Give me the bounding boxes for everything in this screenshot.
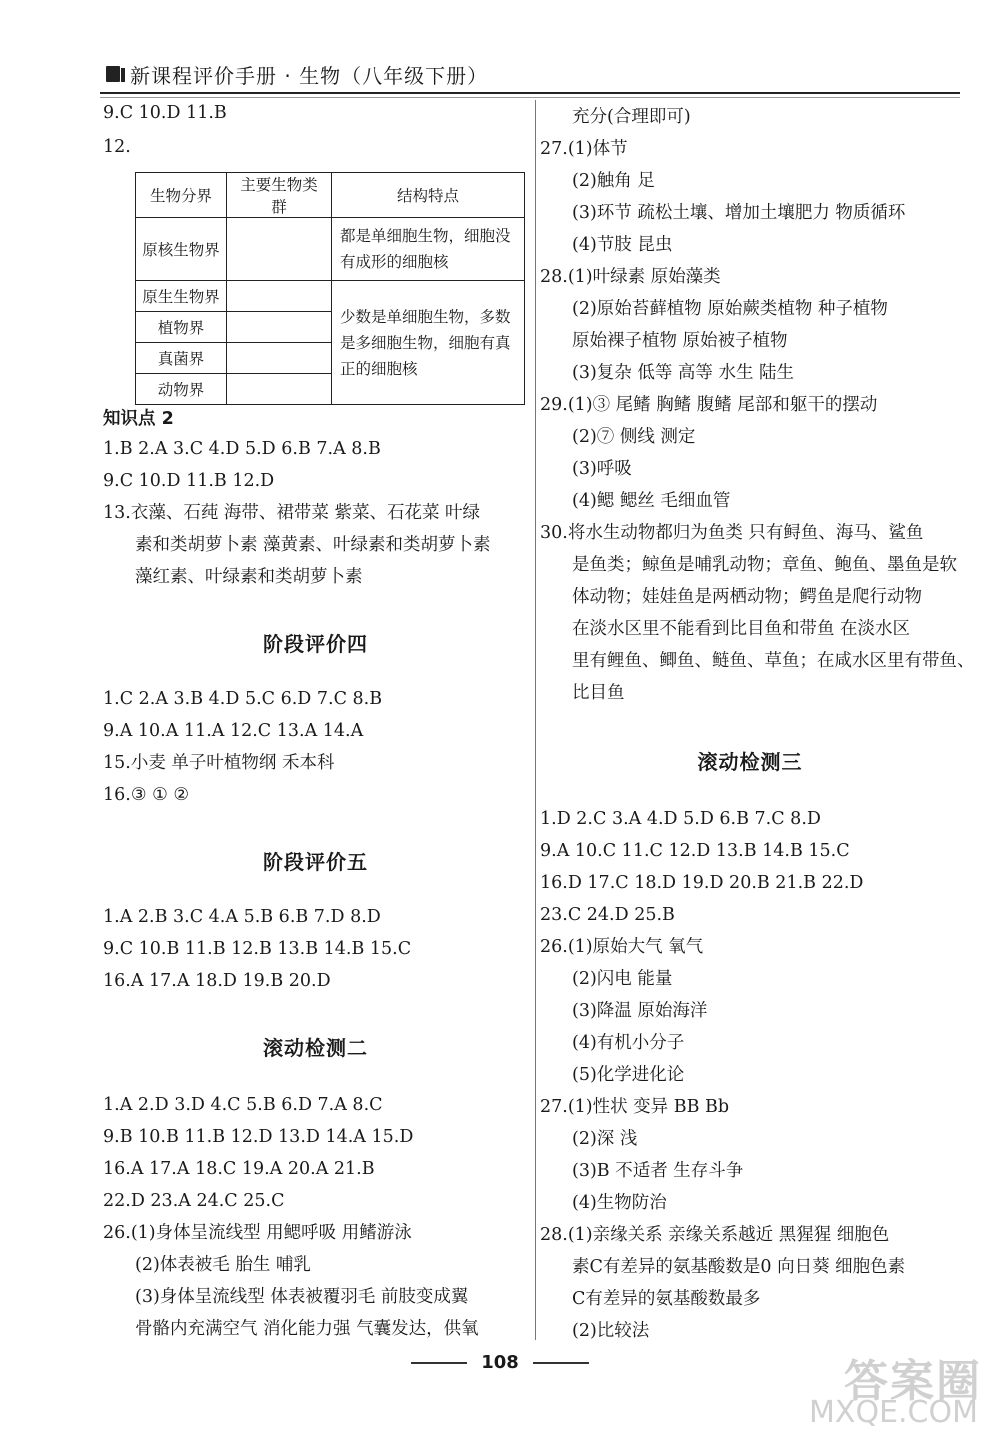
- answer-line: (2)原始苔藓植物 原始蕨类植物 种子植物: [572, 299, 888, 319]
- answer-line: 素C有差异的氨基酸数是0 向日葵 细胞色素: [572, 1257, 906, 1277]
- page-header: [100, 58, 960, 94]
- answer-line: 9.A 10.A 11.A 12.C 13.A 14.A: [103, 721, 364, 741]
- answer-line: 9.C 10.D 11.B 12.D: [103, 471, 275, 491]
- answer-line: (3)降温 原始海洋: [572, 1001, 708, 1021]
- answer-line: 28.(1)叶绿素 原始藻类: [540, 267, 721, 287]
- table-row: [136, 173, 525, 218]
- answer-line: C有差异的氨基酸数最多: [572, 1289, 761, 1309]
- answer-line: 9.C 10.D 11.B: [103, 103, 227, 123]
- answer-line: 原始裸子植物 原始被子植物: [572, 331, 788, 351]
- answer-line: (2)⑦ 侧线 测定: [572, 427, 696, 447]
- table-cell: 少数是单细胞生物，多数是多细胞生物，细胞有真正的细胞核: [332, 281, 525, 405]
- answer-line: 30.将水生动物都归为鱼类 只有鲟鱼、海马、鲨鱼: [540, 523, 924, 543]
- answer-line: 16.A 17.A 18.D 19.B 20.D: [103, 971, 331, 991]
- table-cell: [227, 218, 332, 281]
- answer-line: 27.(1)性状 变异 BB Bb: [540, 1097, 730, 1117]
- answer-line: 里有鲤鱼、鲫鱼、鲢鱼、草鱼；在咸水区里有带鱼、: [572, 651, 975, 671]
- book-icon: [106, 66, 120, 82]
- answer-line: 1.A 2.D 3.D 4.C 5.B 6.D 7.A 8.C: [103, 1095, 383, 1115]
- question-number: 12.: [103, 137, 131, 157]
- table-cell: 植物界: [136, 312, 227, 343]
- table-header-cell: 结构特点: [332, 173, 525, 218]
- answer-line: 27.(1)体节: [540, 139, 628, 159]
- answer-line: 9.A 10.C 11.C 12.D 13.B 14.B 15.C: [540, 841, 850, 861]
- answer-line: 13.衣藻、石莼 海带、裙带菜 紫菜、石花菜 叶绿: [103, 503, 481, 523]
- answer-line: (2)深 浅: [572, 1129, 638, 1149]
- table-cell: [227, 343, 332, 374]
- answer-line: (2)触角 足: [572, 171, 655, 191]
- answer-line: (4)生物防治: [572, 1193, 667, 1213]
- answer-line: 1.A 2.B 3.C 4.A 5.B 6.B 7.D 8.D: [103, 907, 381, 927]
- watermark-url: MXQE.COM: [809, 1395, 978, 1430]
- section-heading: 滚动检测三: [697, 750, 803, 774]
- answer-line: 28.(1)亲缘关系 亲缘关系越近 黑猩猩 细胞色: [540, 1225, 890, 1245]
- answer-line: 23.C 24.D 25.B: [540, 905, 675, 925]
- answer-line: 16.③ ① ②: [103, 785, 190, 805]
- answer-line: 充分(合理即可): [572, 107, 691, 127]
- answer-line: 骨骼内充满空气 消化能力强 气囊发达，供氧: [135, 1319, 479, 1339]
- header-title: 新课程评价手册 · 生物（八年级下册）: [130, 64, 489, 88]
- answer-line: 15.小麦 单子叶植物纲 禾本科: [103, 753, 335, 773]
- table-cell: 原生生物界: [136, 281, 227, 312]
- answer-line: 26.(1)原始大气 氧气: [540, 937, 704, 957]
- column-divider: [535, 100, 536, 1340]
- table-cell: 都是单细胞生物，细胞没有成形的细胞核: [332, 218, 525, 281]
- section-heading: 阶段评价四: [263, 632, 368, 656]
- answer-line: 1.D 2.C 3.A 4.D 5.D 6.B 7.C 8.D: [540, 809, 821, 829]
- answer-line: 是鱼类；鲸鱼是哺乳动物；章鱼、鲍鱼、墨鱼是软: [572, 555, 957, 575]
- table-cell: 动物界: [136, 374, 227, 405]
- table-cell: [227, 312, 332, 343]
- answer-line: 1.B 2.A 3.C 4.D 5.D 6.B 7.A 8.B: [103, 439, 381, 459]
- answer-line: 在淡水区里不能看到比目鱼和带鱼 在淡水区: [572, 619, 911, 639]
- table-row: [136, 281, 525, 312]
- answer-line: (3)B 不适者 生存斗争: [572, 1161, 744, 1181]
- answer-line: (4)节肢 昆虫: [572, 235, 673, 255]
- answer-line: 1.C 2.A 3.B 4.D 5.C 6.D 7.C 8.B: [103, 689, 383, 709]
- section-heading: 滚动检测二: [263, 1036, 368, 1060]
- answer-line: (2)比较法: [572, 1321, 650, 1341]
- answer-line: 比目鱼: [572, 683, 625, 703]
- table-cell: 真菌界: [136, 343, 227, 374]
- table-row: [136, 218, 525, 281]
- answer-line: (5)化学进化论: [572, 1065, 685, 1085]
- table-cell: 原核生物界: [136, 218, 227, 281]
- table-cell: [227, 374, 332, 405]
- answer-line: 9.C 10.B 11.B 12.B 13.B 14.B 15.C: [103, 939, 412, 959]
- answer-line: (2)体表被毛 胎生 哺乳: [135, 1255, 311, 1275]
- answer-line: (3)身体呈流线型 体表被覆羽毛 前肢变成翼: [135, 1287, 469, 1307]
- answer-line: 29.(1)③ 尾鳍 胸鳍 腹鳍 尾部和躯干的摆动: [540, 395, 878, 415]
- table-header-cell: 主要生物类群: [227, 173, 332, 218]
- answer-line: (4)有机小分子: [572, 1033, 685, 1053]
- footer-ornament-right: [533, 1362, 589, 1364]
- answer-line: 16.D 17.C 18.D 19.D 20.B 21.B 22.D: [540, 873, 864, 893]
- answer-line: (2)闪电 能量: [572, 969, 673, 989]
- answer-line: 藻红素、叶绿素和类胡萝卜素: [135, 567, 363, 587]
- table-cell: [227, 281, 332, 312]
- footer-ornament-left: [411, 1362, 467, 1364]
- answer-line: (3)呼吸: [572, 459, 632, 479]
- watermark-logo: 答案圈: [844, 1356, 982, 1407]
- section-heading: 阶段评价五: [263, 850, 368, 874]
- section-subheading: 知识点 2: [103, 409, 174, 429]
- answer-line: (3)环节 疏松土壤、增加土壤肥力 物质循环: [572, 203, 906, 223]
- table-header-cell: 生物分界: [136, 173, 227, 218]
- answer-line: 22.D 23.A 24.C 25.C: [103, 1191, 285, 1211]
- answer-line: (3)复杂 低等 高等 水生 陆生: [572, 363, 795, 383]
- answer-line: 体动物；娃娃鱼是两栖动物；鳄鱼是爬行动物: [572, 587, 922, 607]
- classification-table: [135, 172, 525, 405]
- answer-line: (4)鳃 鳃丝 毛细血管: [572, 491, 731, 511]
- answer-line: 16.A 17.A 18.C 19.A 20.A 21.B: [103, 1159, 375, 1179]
- header-rule: [100, 97, 960, 98]
- answer-line: 26.(1)身体呈流线型 用鳃呼吸 用鳍游泳: [103, 1223, 412, 1243]
- page-number: 108: [481, 1352, 519, 1373]
- answer-line: 素和类胡萝卜素 藻黄素、叶绿素和类胡萝卜素: [135, 535, 491, 555]
- answer-line: 9.B 10.B 11.B 12.D 13.D 14.A 15.D: [103, 1127, 414, 1147]
